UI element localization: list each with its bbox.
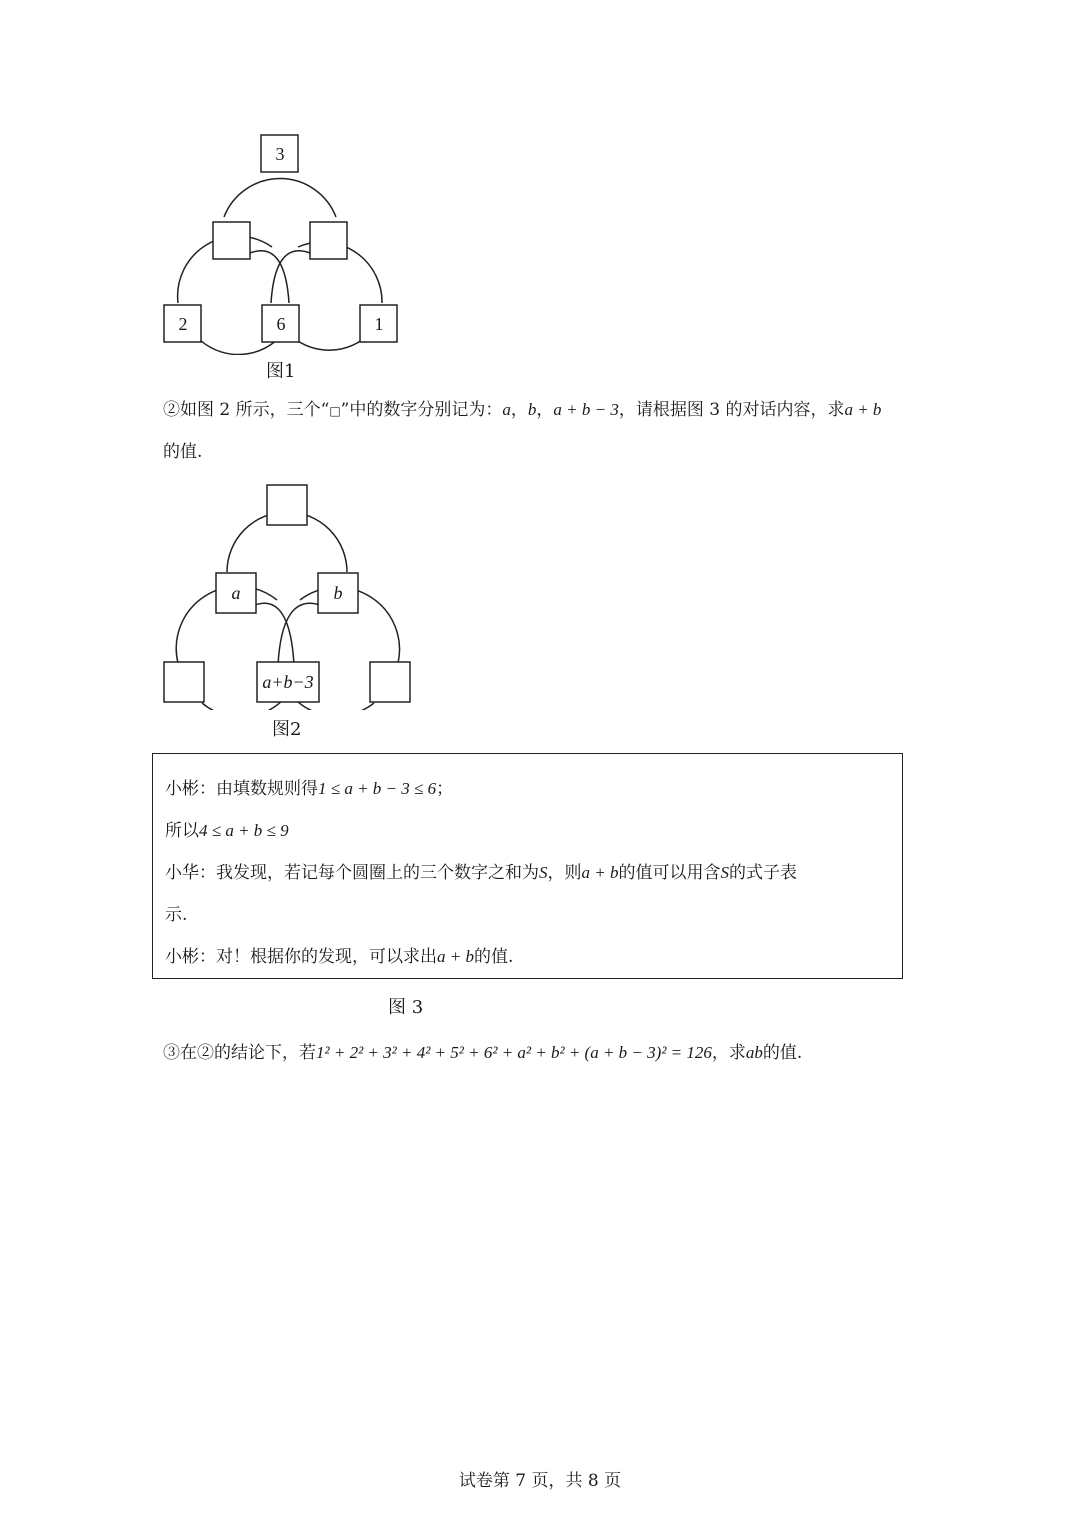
figure-1-diagram — [150, 125, 420, 355]
dialog-line-3-a-plus-b: a + b — [581, 863, 619, 882]
figure-1-value-bottom-center: 6 — [276, 314, 286, 334]
dialog-line-1 — [165, 774, 453, 799]
dialog-line-5-text-b: 的值. — [473, 947, 514, 967]
speaker-xiaohua: 小华： — [165, 863, 216, 883]
dialog-line-3-text-d: 的式子表 — [728, 863, 797, 883]
figure-1-box-right-mid — [310, 222, 347, 259]
dialog-line-5-a-plus-b: a + b — [437, 947, 474, 966]
dialog-line-5-text-a: 对！根据你的发现，可以求出 — [216, 947, 437, 967]
figure-2-cross-arc-2 — [278, 603, 320, 665]
question-2-text-c: ，请根据图 3 的对话内容，求 — [618, 400, 845, 420]
question-3-line — [163, 1031, 802, 1075]
expression-a-plus-b: a + b — [844, 400, 882, 419]
dialog-line-2 — [165, 816, 289, 841]
page-footer: 试卷第 7 页，共 8 页 — [458, 1471, 622, 1491]
figure-2-value-right-mid: b — [333, 583, 343, 603]
dialog-line-3 — [165, 858, 797, 883]
speaker-xiaobin-1: 小彬： — [165, 779, 216, 799]
dialog-line-4: 示. — [165, 905, 188, 925]
question-2-text-a: 如图 2 所示，三个“ — [180, 400, 330, 420]
expression-a-plus-b-minus-3: a + b − 3 — [553, 400, 619, 419]
figure-2-value-left-mid: a — [231, 583, 241, 603]
figure-1-value-top: 3 — [275, 144, 285, 164]
question-2-line-1 — [163, 388, 881, 433]
question-2-text-b: ”中的数字分别记为： — [340, 400, 503, 420]
figure-2-box-bottom-left — [164, 662, 204, 702]
figure-3-caption: 图 3 — [388, 997, 424, 1018]
dialog-line-1-text: 由填数规则得 — [216, 779, 318, 799]
figure-2-caption: 图2 — [272, 719, 302, 740]
question-3-text-c: ，求 — [711, 1043, 746, 1063]
question-2-line-2: 的值. — [163, 442, 203, 462]
speaker-xiaobin-2: 小彬： — [165, 947, 216, 967]
question-2-sep-1: ， — [510, 400, 528, 420]
dialog-line-2-inequality: 4 ≤ a + b ≤ 9 — [199, 821, 289, 840]
figure-2-box-top — [267, 485, 307, 525]
variable-s: S — [539, 863, 548, 882]
figure-1-box-left-mid — [213, 222, 250, 259]
figure-2-box-bottom-right — [370, 662, 410, 702]
dialog-line-1-end: ； — [436, 779, 454, 799]
dialog-line-5 — [165, 942, 513, 967]
dialog-line-3-text-a: 我发现，若记每个圆圈上的三个数字之和为 — [216, 863, 539, 883]
dialog-line-1-inequality: 1 ≤ a + b − 3 ≤ 6 — [318, 779, 437, 798]
question-3-text-b: 的结论下，若 — [214, 1043, 316, 1063]
dialog-box — [152, 753, 903, 979]
dialog-line-2-text: 所以 — [165, 821, 199, 841]
question-3-number: ③ — [163, 1043, 180, 1063]
variable-a: a — [502, 400, 511, 419]
question-3-ref: ② — [197, 1043, 214, 1063]
figure-2-cross-arc-1 — [255, 603, 294, 665]
variable-s-2: S — [720, 863, 729, 882]
question-3-text-a: 在 — [180, 1043, 197, 1063]
figure-1-caption: 图1 — [266, 361, 296, 382]
dialog-line-3-text-c: 的值可以用含 — [618, 863, 721, 883]
figure-1-top-arc — [224, 179, 336, 217]
variable-b: b — [527, 400, 537, 419]
figure-1-value-bottom-right: 1 — [374, 314, 384, 334]
question-3-equation: 1² + 2² + 3² + 4² + 5² + 6² + a² + b² + (a + b − 3)² = 126 — [316, 1043, 712, 1062]
question-2-number: ② — [163, 400, 180, 420]
figure-2-value-bottom-center: a+b−3 — [262, 672, 314, 692]
question-3-text-d: 的值. — [762, 1043, 803, 1063]
figure-2-diagram — [150, 475, 425, 710]
variable-ab: ab — [745, 1043, 763, 1062]
dialog-line-3-text-b: ，则 — [547, 863, 582, 883]
question-2-sep-2: ， — [536, 400, 554, 420]
figure-1-value-bottom-left: 2 — [178, 314, 188, 334]
small-box-symbol: □ — [329, 404, 341, 418]
